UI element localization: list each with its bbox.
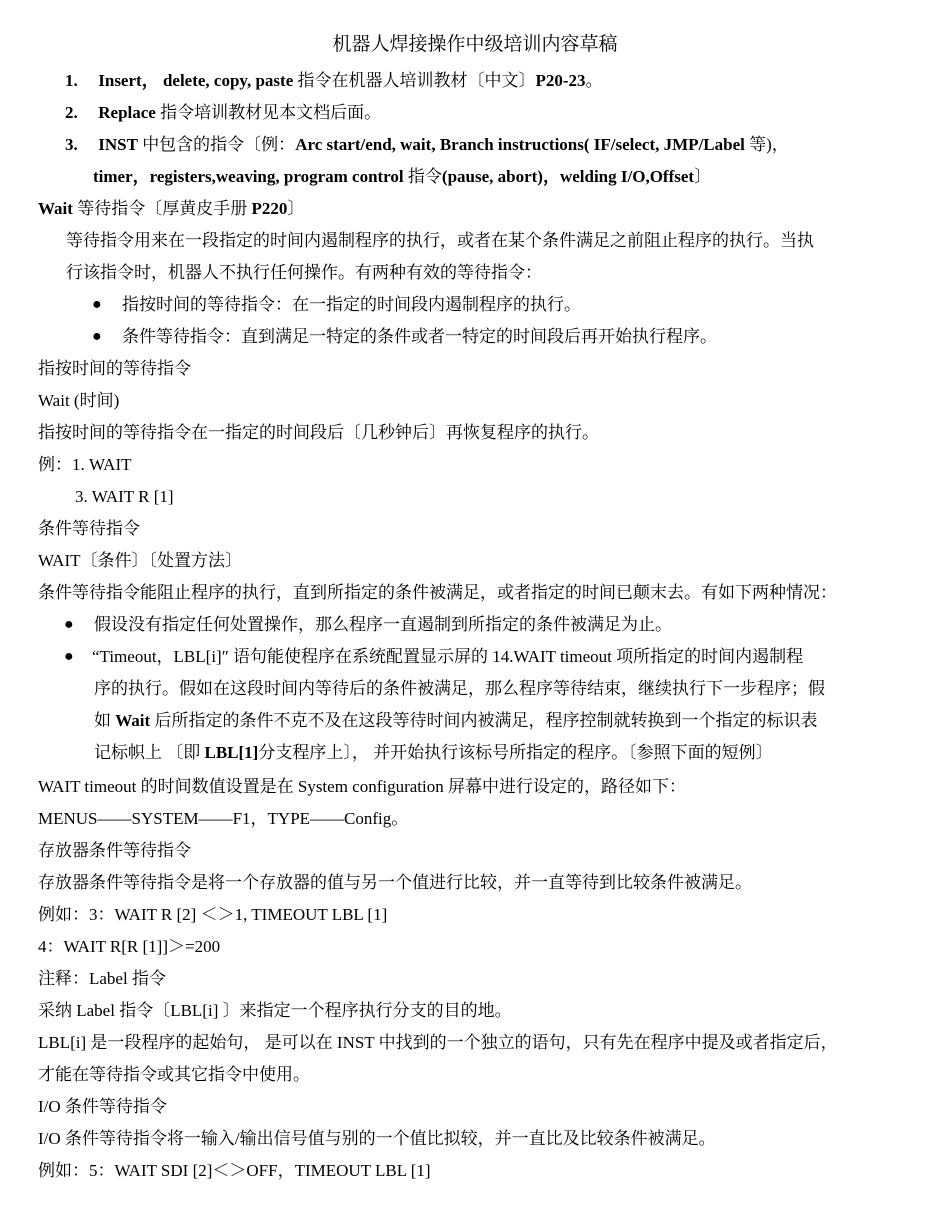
list-item: 1. Insert， delete, copy, paste 指令在机器人培训教材〔中文〕P20-23。 [65,71,603,90]
text-line: 例如：5：WAIT SDI [2]＜＞OFF，TIMEOUT LBL [1] [38,1161,431,1180]
list-item: 3. INST 中包含的指令〔例：Arc start/end, wait, Branch instructions( IF/select, JMP/Label 等)， [65,135,789,154]
list-item: 假设没有指定任何处置操作，那么程序一直遏制到所指定的条件被满足为止。 [94,615,672,634]
text-line: 注释：Label 指令 [38,969,166,988]
text-line: 采纳 Label 指令〔LBL[i] 〕来指定一个程序执行分支的目的地。 [38,1001,512,1020]
list-item-continuation: 序的执行。假如在这段时间内等待后的条件被满足，那么程序等待结束，继续执行下一步程序；假 [94,679,825,698]
list-item: 条件等待指令：直到满足一特定的条件或者一特定的时间段后再开始执行程序。 [122,327,717,346]
text-line: 存放器条件等待指令 [38,841,191,860]
text-line: Wait (时间) [38,391,120,410]
text-line: I/O 条件等待指令将一输入/输出信号值与别的一个值比拟较，并一直比及比较条件被满足。 [38,1129,716,1148]
text-line: 指按时间的等待指令在一指定的时间段后〔几秒钟后〕再恢复程序的执行。 [38,423,599,442]
paragraph-line: 行该指令时，机器人不执行任何操作。有两种有效的等待指令： [66,263,542,282]
document-title: 机器人焊接操作中级培训内容草稿 [332,34,618,55]
text-line: WAIT〔条件〕〔处置方法〕 [38,551,242,570]
list-item: “Timeout，LBL[i]″ 语句能使程序在系统配置显示屏的 14.WAIT timeout 项所指定的时间内遏制程 [92,647,804,666]
bullet-icon: ● [64,648,74,665]
bullet-icon: ● [92,296,102,313]
list-item: 2. Replace 指令培训教材见本文档后面。 [65,103,382,122]
paragraph-line: 等待指令用来在一段指定的时间内遏制程序的执行，或者在某个条件满足之前阻止程序的执行。当执 [66,231,814,250]
text-line: LBL[i] 是一段程序的起始句， 是可以在 INST 中找到的一个独立的语句，只有先在程序中提及或者指定后， [38,1033,838,1052]
text-line: I/O 条件等待指令 [38,1097,167,1116]
bullet-icon: ● [92,328,102,345]
list-item-continuation: 记标帜上 〔即 LBL[1]分支程序上〕， 并开始执行该标号所指定的程序。〔参照下面的短例〕 [94,743,773,762]
text-line: 条件等待指令能阻止程序的执行，直到所指定的条件被满足，或者指定的时间已颠末去。有如下两种情况： [38,583,837,602]
section-heading-wait: Wait 等待指令〔厚黄皮手册 P220〕 [38,199,305,218]
text-line: 例：1. WAIT [38,455,132,474]
bullet-icon: ● [64,616,74,633]
list-item-continuation: timer，registers,weaving, program control 指令(pause, abort)，welding I/O,Offset〕 [93,167,712,186]
text-line: MENUS——SYSTEM——F1，TYPE——Config。 [38,809,409,828]
list-item: 指按时间的等待指令：在一指定的时间段内遏制程序的执行。 [122,295,581,314]
text-line: 条件等待指令 [38,519,140,538]
text-line: WAIT timeout 的时间数值设置是在 System configuration 屏幕中进行设定的，路径如下： [38,777,687,796]
text-line: 存放器条件等待指令是将一个存放器的值与另一个值进行比较，并一直等待到比较条件被满足。 [38,873,752,892]
text-line: 3. WAIT R [1] [75,487,174,506]
text-line: 才能在等待指令或其它指令中使用。 [38,1065,310,1084]
list-item-continuation: 如 Wait 后所指定的条件不克不及在这段等待时间内被满足，程序控制就转换到一个指定的标识表 [94,711,818,730]
text-line: 指按时间的等待指令 [38,359,191,378]
text-line: 例如：3：WAIT R [2] ＜＞1, TIMEOUT LBL [1] [38,905,388,924]
text-line: 4：WAIT R[R [1]]＞=200 [38,937,221,956]
